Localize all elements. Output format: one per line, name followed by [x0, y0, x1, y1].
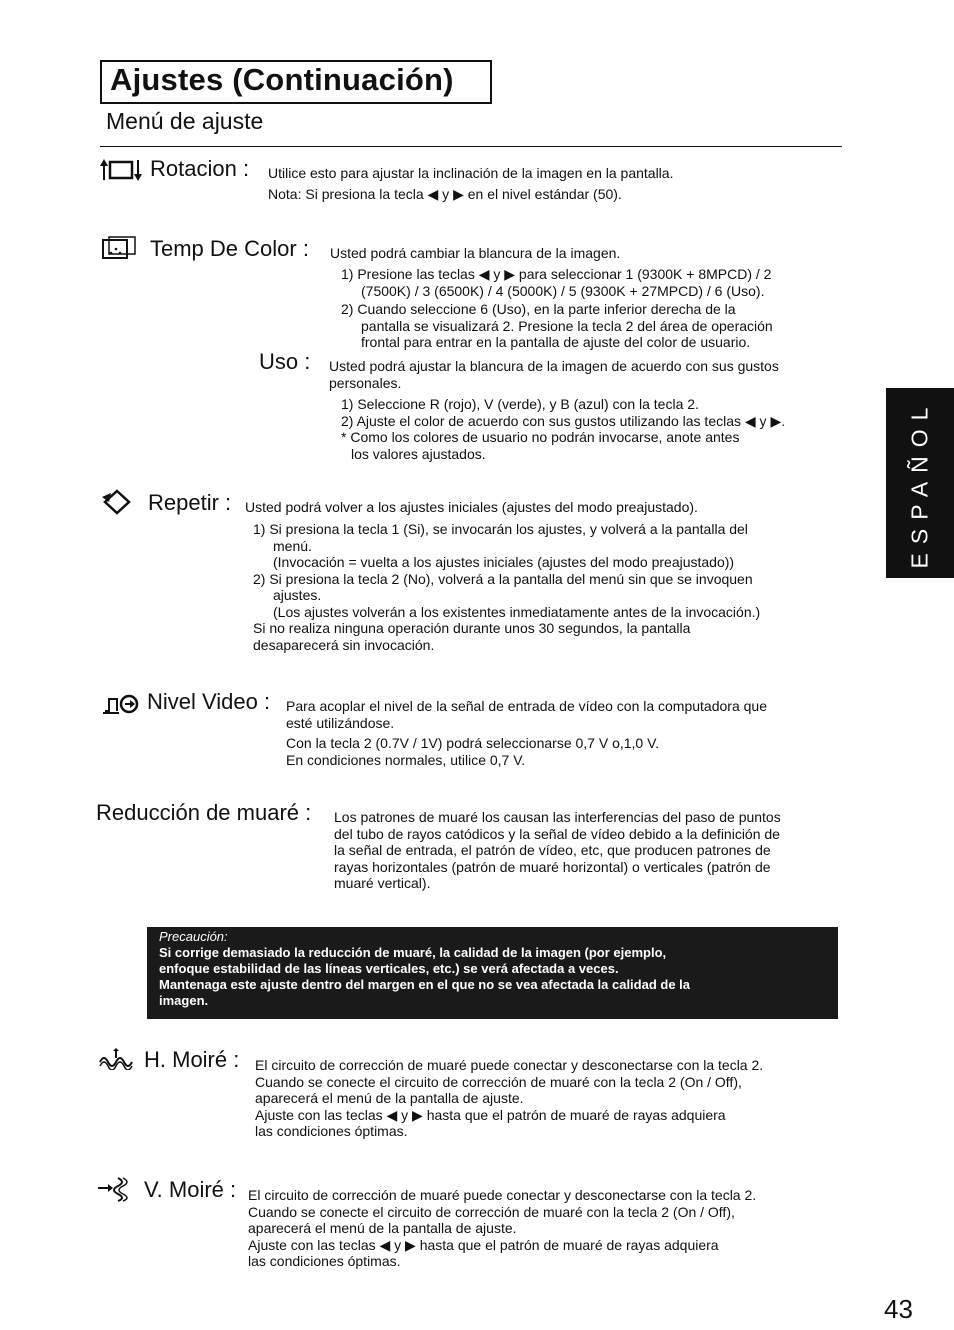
v-moire-icon [98, 1176, 132, 1202]
uso-line: 1) Seleccione R (rojo), V (verde), y B (azul) con la tecla 2. [341, 396, 699, 412]
v-moire-text [248, 1187, 756, 1270]
rotacion-text [268, 165, 673, 202]
temp-color-line: pantalla se visualizará 2. Presione la tecla 2 del área de operación [361, 317, 773, 334]
h-moire-line: Cuando se conecte el circuito de corrección de muaré con la tecla 2 (On / Off), [255, 1073, 742, 1090]
nivel-video-line: Con la tecla 2 (0.7V / 1V) podrá seleccionarse 0,7 V o,1,0 V. [286, 735, 660, 751]
temp-color-line: 2) Cuando seleccione 6 (Uso), en la parte inferior derecha de la [341, 301, 736, 317]
temp-color-label: Temp De Color : [150, 236, 309, 261]
repetir-line: menú. [273, 537, 312, 554]
v-moire-label: V. Moiré : [144, 1177, 237, 1202]
caution-line: imagen. [159, 993, 209, 1008]
uso-line: * Como los colores de usuario no podrán invocarse, anote antes [341, 429, 740, 445]
h-moire-line: Ajuste con las teclas ◀ y ▶ hasta que el patrón de muaré de rayas adquiera [255, 1106, 726, 1123]
uso-line: personales. [329, 374, 402, 391]
nivel-video-line: esté utilizándose. [286, 714, 395, 731]
nivel-video-line: En condiciones normales, utilice 0,7 V. [286, 751, 526, 768]
page-title: Ajustes (Continuación) [110, 62, 454, 97]
color-temp-icon [101, 236, 137, 260]
temp-color-line: 1) Presione las teclas ◀ y ▶ para seleccionar 1 (9300K + 8MPCD) / 2 [341, 266, 772, 282]
caution-body [159, 945, 826, 1009]
repetir-intro: Usted podrá volver a los ajustes iniciales (ajustes del modo preajustado). [245, 499, 698, 515]
reduccion-line: Los patrones de muaré los causan las interferencias del paso de puntos [334, 809, 781, 825]
uso-line: los valores ajustados. [351, 445, 486, 462]
repetir-line: ajustes. [273, 587, 322, 603]
uso-line: Usted podrá ajustar la blancura de la imagen de acuerdo con sus gustos [329, 358, 779, 374]
repetir-line: 2) Si presiona la tecla 2 (No), volverá a la pantalla del menú sin que se invoquen [253, 570, 753, 587]
reset-icon [102, 488, 132, 516]
v-moire-line: Ajuste con las teclas ◀ y ▶ hasta que el patrón de muaré de rayas adquiera [248, 1236, 719, 1253]
temp-color-intro: Usted podrá cambiar la blancura de la imagen. [330, 245, 621, 261]
nivel-video-text [286, 698, 767, 768]
reduccion-line: la señal de entrada, el patrón de vídeo, etc, que producen patrones de [334, 842, 771, 858]
caution-label: Precaución: [159, 929, 228, 944]
reduccion-text [334, 809, 781, 892]
reduccion-line: del tubo de rayos catódicos y la señal de vídeo debido a la definición de [334, 825, 780, 842]
repetir-line: Si no realiza ninguna operación durante unos 30 segundos, la pantalla [253, 620, 691, 636]
h-moire-label: H. Moiré : [144, 1047, 240, 1072]
v-moire-line: las condiciones óptimas. [248, 1253, 401, 1269]
h-moire-icon [98, 1048, 134, 1070]
temp-color-line: (7500K) / 3 (6500K) / 4 (5000K) / 5 (9300K + 27MPCD) / 6 (Uso). [361, 282, 765, 299]
rotation-icon [100, 158, 146, 182]
v-moire-line: aparecerá el menú de la pantalla de ajuste. [248, 1220, 517, 1236]
rotacion-line: Utilice esto para ajustar la inclinación de la imagen en la pantalla. [268, 165, 674, 181]
uso-label: Uso : [259, 349, 311, 374]
language-tab [886, 388, 954, 578]
repetir-items [253, 521, 760, 653]
repetir-line: (Invocación = vuelta a los ajustes iniciales (ajustes del modo preajustado)) [273, 554, 735, 570]
caution-line: Mantenaga este ajuste dentro del margen en el que no se vea afectada la calidad de la [159, 977, 691, 992]
repetir-label: Repetir : [148, 490, 232, 515]
uso-items [341, 396, 785, 462]
temp-color-items [341, 266, 773, 351]
header-rule [100, 146, 842, 147]
v-moire-line: El circuito de corrección de muaré puede conectar y desconectarse con la tecla 2. [248, 1187, 757, 1203]
uso-intro [329, 358, 779, 391]
rotacion-label: Rotacion : [150, 156, 250, 181]
page-subtitle: Menú de ajuste [106, 108, 264, 134]
caution-line: enfoque estabilidad de las líneas verticales, etc.) se verá afectada a veces. [159, 961, 619, 976]
repetir-line: 1) Si presiona la tecla 1 (Si), se invocarán los ajustes, y volverá a la pantalla del [253, 521, 748, 537]
caution-box [147, 927, 838, 1019]
h-moire-line: las condiciones óptimas. [255, 1123, 408, 1139]
temp-color-line: frontal para entrar en la pantalla de ajuste del color de usuario. [361, 334, 751, 350]
page-number: 43 [884, 1294, 913, 1324]
reduccion-label: Reducción de muaré : [96, 800, 312, 825]
nivel-video-label: Nivel Video : [147, 689, 271, 714]
uso-line: 2) Ajuste el color de acuerdo con sus gustos utilizando las teclas ◀ y ▶. [341, 412, 786, 429]
repetir-line: (Los ajustes volverán a los existentes inmediatamente antes de la invocación.) [273, 603, 761, 620]
rotacion-line: Nota: Si presiona la tecla ◀ y ▶ en el nivel estándar (50). [268, 185, 622, 202]
h-moire-text [255, 1057, 763, 1140]
language-tab-label: ESPAÑOL [906, 398, 933, 568]
h-moire-line: aparecerá el menú de la pantalla de ajuste. [255, 1090, 524, 1106]
reduccion-line: muaré vertical). [334, 875, 431, 891]
h-moire-line: El circuito de corrección de muaré puede conectar y desconectarse con la tecla 2. [255, 1057, 764, 1073]
nivel-video-line: Para acoplar el nivel de la señal de entrada de vídeo con la computadora que [286, 698, 767, 714]
caution-line: Si corrige demasiado la reducción de muaré, la calidad de la imagen (por ejemplo, [159, 945, 667, 960]
video-level-icon [103, 693, 139, 715]
reduccion-line: rayas horizontales (patrón de muaré horizontal) o verticales (patrón de [334, 858, 771, 875]
v-moire-line: Cuando se conecte el circuito de corrección de muaré con la tecla 2 (On / Off), [248, 1203, 735, 1220]
repetir-line: desaparecerá sin invocación. [253, 636, 435, 653]
